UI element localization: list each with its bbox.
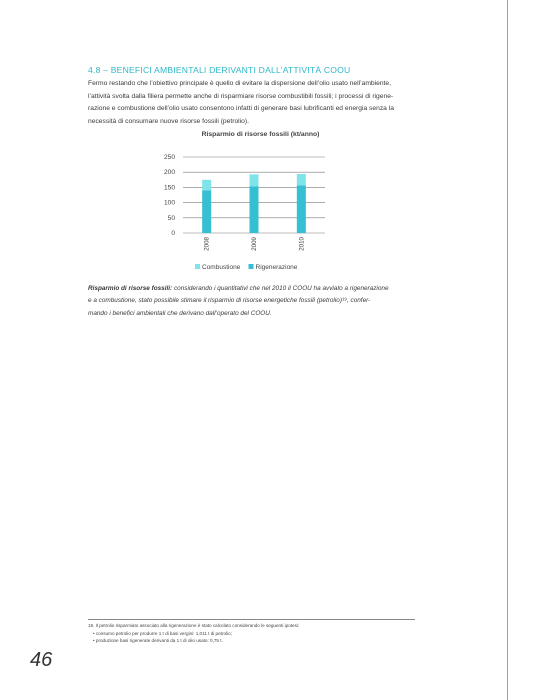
fossil-savings-chart bbox=[150, 148, 350, 288]
y-tick-label: 50 bbox=[167, 214, 175, 222]
footnote bbox=[88, 622, 418, 645]
footnote-bullet: • consumo petrolio per produrre 1 t di basi vergini: 1,011 t di petrolio; bbox=[93, 630, 232, 636]
conclusion-line-2: e a combustione, stato possibile stimare il risparmio di risorse energetiche fossili (petrolio)¹⁹, confer- bbox=[88, 297, 371, 305]
y-tick-label: 200 bbox=[163, 169, 175, 177]
legend-label: Rigenerazione bbox=[255, 264, 298, 271]
y-tick-label: 150 bbox=[163, 184, 175, 192]
intro-line: Fermo restando che l’obiettivo principale è quello di evitare la dispersione dell’olio usato nell’ambiente, bbox=[88, 80, 391, 87]
section-title: 4.8 – BENEFICI AMBIENTALI DERIVANTI DALL’ATTIVITÀ COOU bbox=[88, 65, 351, 75]
footnote-bullet: • produzione basi rigenerate derivanti da 1 t di olio usato: 0,75 t. bbox=[93, 638, 223, 644]
page-margin-rule bbox=[507, 0, 508, 700]
conclusion-paragraph bbox=[88, 283, 433, 320]
intro-line: necessità di consumare nuove risorse fossili (petrolio). bbox=[88, 117, 249, 125]
x-tick-label: 2010 bbox=[298, 237, 306, 251]
bar-segment bbox=[202, 180, 211, 191]
bar-segment bbox=[250, 186, 259, 233]
conclusion-line-3: mando i benefici ambientali che derivano dall’operato del COOU. bbox=[88, 309, 272, 317]
legend-swatch bbox=[195, 264, 200, 269]
legend-swatch bbox=[249, 264, 254, 269]
bar-segment bbox=[297, 185, 306, 233]
chart-title: Risparmio di risorse fossili (kt/anno) bbox=[201, 131, 320, 138]
conclusion-lead: Risparmio di risorse fossili: bbox=[88, 285, 173, 292]
footnote-main: 19. Il petrolio risparmiato associato alla rigenerazione è stato calcolato considerando le seguenti ipotesi: bbox=[88, 623, 300, 628]
intro-line: l’attività svolta dalla filiera permette anche di risparmiare risorse combustibili fossili; i processi di rigene- bbox=[88, 92, 394, 100]
y-tick-label: 250 bbox=[163, 154, 175, 161]
bar-segment bbox=[202, 190, 211, 233]
x-tick-label: 2008 bbox=[203, 237, 211, 251]
y-tick-label: 100 bbox=[163, 199, 175, 207]
intro-line: razione e combustione dell’olio usato consentono infatti di generare basi lubrificanti ed energia senza la bbox=[88, 105, 394, 113]
conclusion-line bbox=[88, 283, 433, 295]
footnote-divider bbox=[88, 619, 415, 620]
conclusion-line-1: considerando i quantitativi che nel 2010 il COOU ha avviato a rigenerazione bbox=[172, 285, 389, 292]
legend-label: Combustione bbox=[202, 264, 241, 271]
x-tick-label: 2009 bbox=[251, 237, 258, 251]
bar-segment bbox=[297, 174, 306, 185]
intro-paragraph bbox=[88, 78, 433, 128]
y-tick-label: 0 bbox=[171, 230, 175, 237]
chart-canvas bbox=[150, 148, 350, 288]
page-number: 46 bbox=[30, 649, 53, 671]
bar-segment bbox=[250, 174, 259, 186]
